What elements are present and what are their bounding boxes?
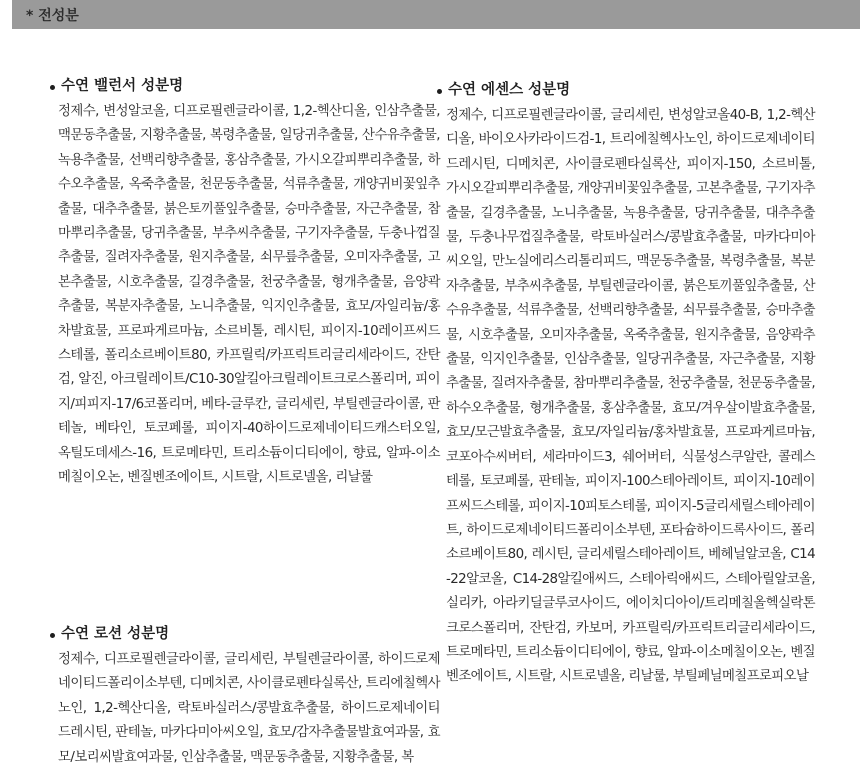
section-header-title: * 전성분: [26, 7, 79, 24]
balancer-heading: [50, 76, 440, 96]
bullet-icon: [50, 85, 55, 90]
essence-heading-text: 수연 에센스 성분명: [448, 82, 571, 98]
lotion-ingredients-section: [50, 624, 440, 770]
balancer-ingredients-text: 정제수, 변성알코올, 디프로필렌글라이콜, 1,2-헥산디올, 인삼추출물, 맥문동추출물, 지황추출물, 복령추출물, 일당귀추출물, 산수유추출물, 녹용추출물, 선백리향추출물, 홍삼추출물, 가시오갈피뿌리추출물, 하수오추출물, 옥죽추출물, 천문동추출물, 석류추출물, 개양귀비꽃잎추출물, 대추추출물, 붉은토끼풀잎추출물, 승마추출물, 자근추출물, 참마뿌리추출물, 당귀추출물, 부추씨추출물, 구기자추출물, 두충나껍질추출물, 질려자추출물, 원지추출물, 쇠무릎추출물, 오미자추출물, 고본추출물, 시호추출물, 길경추출물, 천궁추출물, 형개추출물, 음양곽추출물, 복분자추출물, 노니추출물, 익지인추출물, 효모/자일리늄/홍차발효물, 프로파게르마늄, 소르비톨, 레시틴, 피이지-10레이프씨드스테롤, 폴리소르베이트80, 카프릴릭/카프릭트리글리세라이드, 잔탄검, 알진, 아크릴레이트/C10-30알킬아크릴레이트크로스폴리머, 피이지/피피지-17/6코폴리머, 베타-글루칸, 글리세린, 부틸렌글라이콜, 판테놀, 베타인, 토코페롤, 피이지-40하이드로제네이티드캐스터오일, 옥틸도데세스-16, 트로메타민, 트리소듐이디티에이, 향료, 알파-이소메칠이오논, 벤질벤조에이트, 시트랄, 시트로넬올, 리날룰: [58, 104, 440, 486]
essence-ingredients-text: 정제수, 디프로필렌글라이콜, 글리세린, 변성알코올40-B, 1,2-헥산디올, 바이오사카라이드검-1, 트리에칠헥사노인, 하이드로제네이티드레시틴, 디메치콘, 사이클로펜타실록산, 피이지-150, 소르비톨, 가시오갈피뿌리추출물, 개양귀비꽃잎추출물, 고본추출물, 구기자추출물, 길경추출물, 노니추출물, 녹용추출물, 당귀추출물, 대추추출물, 두충나무껍질추출물, 락토바실러스/콩발효추출물, 마카다미아씨오일, 만노실에리스리톨리피드, 맥문동추출물, 복령추출물, 복분자추출물, 부추씨추출물, 부틸렌글라이콜, 붉은토끼풀잎추출물, 산수유추출물, 석류추출물, 선백리향추출물, 쇠무릎추출물, 승마추출물, 시호추출물, 오미자추출물, 옥죽추출물, 원지추출물, 음양곽추출물, 익지인추출물, 인삼추출물, 일당귀추출물, 자근추출물, 지황추출물, 질려자추출물, 참마뿌리추출물, 천궁추출물, 천문동추출물, 하수오추출물, 형개추출물, 홍삼추출물, 효모/겨우살이발효추출물, 효모/모근발효추출물, 효모/자일리늄/홍차발효물, 프로파게르마늄, 코포아수씨버터, 세라마이드3, 쉐어버터, 식물성스쿠알란, 콜레스테롤, 토코페롤, 판테놀, 피이지-100스테아레이트, 피이지-10레이프씨드스테롤, 피이지-10피토스테롤, 피이지-5글리세릴스테아레이트, 하이드로제네이티드폴리이소부텐, 포타슘하이드록사이드, 폴리소르베이트80, 레시틴, 글리세릴스테아레이트, 베헤닐알코올, C14-22알코올, C14-28알킬애씨드, 스테아릭애씨드, 스테아릴알코올, 실리카, 아라키딜글루코사이드, 에이치디아이/트리메칠올헥실락톤크로스폴리머, 잔탄검, 카보머, 카프릴릭/카프릭트리글리세라이드, 트로메타민, 트리소듐이디티에이, 향료, 알파-이소메칠이오논, 벤질벤조에이트, 시트랄, 시트로넬올, 리날룰, 부틸페닐메칠프로피오날: [446, 108, 815, 685]
balancer-ingredients-section: [50, 76, 440, 491]
lotion-ingredients-text: 정제수, 디프로필렌글라이콜, 글리세린, 부틸렌글라이콜, 하이드로제네이티드폴리이소부텐, 디메치콘, 사이클로펜타실록산, 트리에칠헥사노인, 1,2-헥산디올, 락토바실러스/콩발효추출물, 하이드로제네이티드레시틴, 판테놀, 마카다미아씨오일, 효모/감자추출물발효여과물, 효모/보리씨발효여과물, 인삼추출물, 맥문동추출물, 지황추출물, 복: [58, 652, 440, 765]
essence-heading: [437, 80, 815, 100]
section-header-bar: [12, 0, 860, 29]
lotion-heading-text: 수연 로션 성분명: [61, 626, 170, 642]
essence-ingredients-section: [437, 80, 815, 690]
lotion-heading: [50, 624, 440, 644]
balancer-heading-text: 수연 밸런서 성분명: [61, 78, 184, 94]
bullet-icon: [50, 633, 55, 638]
bullet-icon: [437, 89, 442, 94]
